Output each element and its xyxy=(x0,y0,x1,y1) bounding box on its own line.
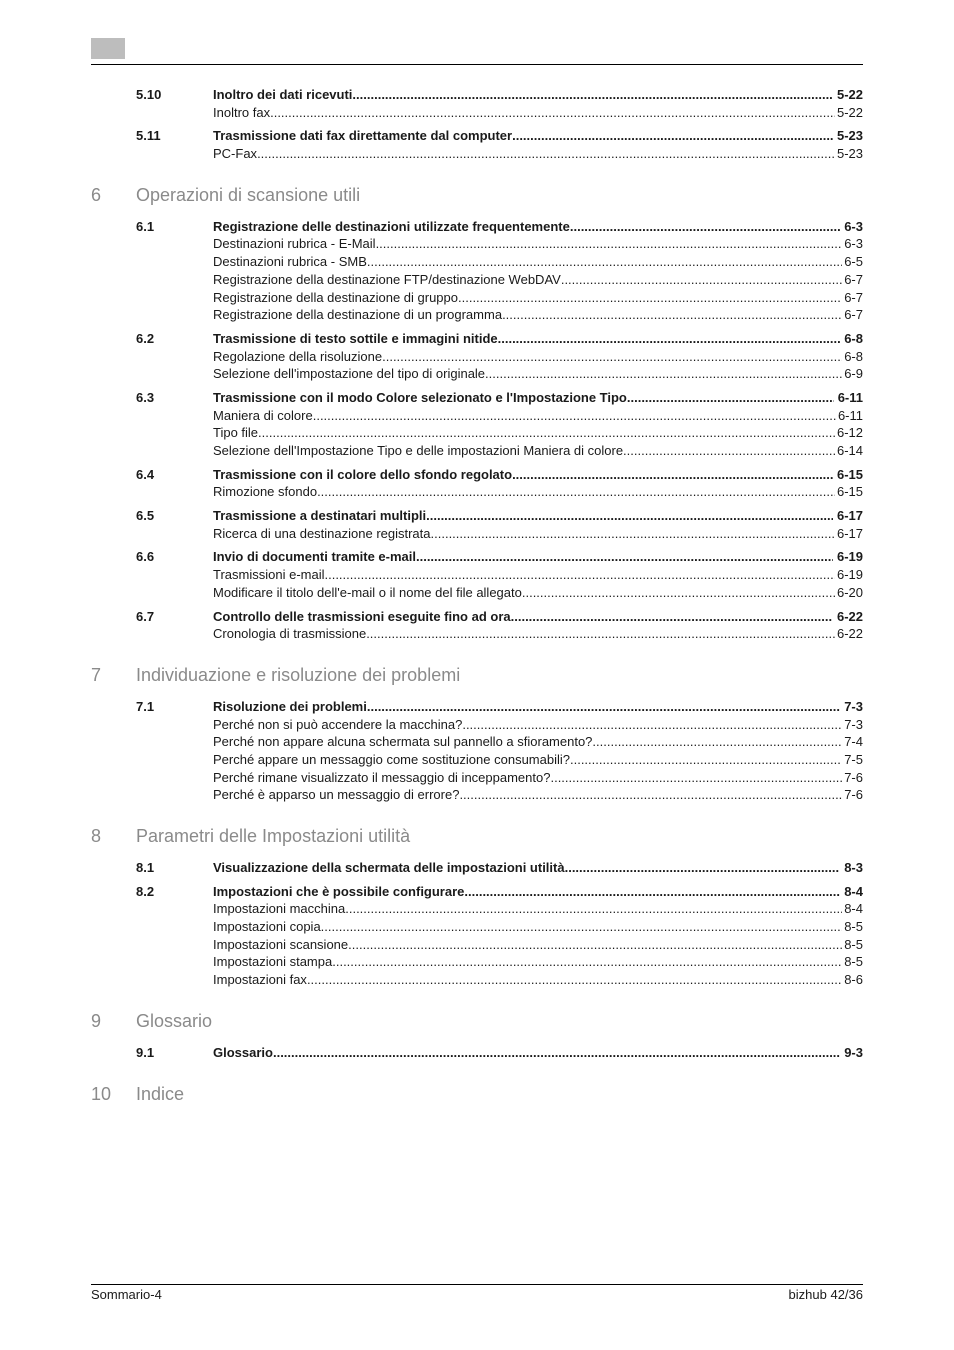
section-title: Glossario xyxy=(213,1044,273,1060)
section-number: 8.1 xyxy=(136,860,155,875)
section-line xyxy=(213,330,863,348)
footer-rule xyxy=(91,1284,863,1285)
item-title: Selezione dell'impostazione del tipo di originale xyxy=(213,366,486,382)
section-page: 6-15 xyxy=(836,466,863,482)
item-title: Perché rimane visualizzato il messaggio di inceppamento? xyxy=(213,769,551,785)
leader-dots xyxy=(352,86,833,104)
section-title: Controllo delle trasmissioni eseguite fino ad ora xyxy=(213,608,511,624)
item-line xyxy=(213,751,863,769)
chapter-title: Parametri delle Impostazioni utilità xyxy=(136,826,411,846)
toc-item-entry[interactable] xyxy=(91,525,863,543)
section-line xyxy=(213,218,863,236)
section-title: Risoluzione dei problemi xyxy=(213,698,367,714)
section-title: Trasmissione con il colore dello sfondo regolato xyxy=(213,466,513,482)
item-line xyxy=(213,786,863,804)
item-page: 6-19 xyxy=(836,567,863,583)
section-line xyxy=(213,859,863,877)
toc-item-entry[interactable] xyxy=(91,483,863,501)
section-page: 6-22 xyxy=(836,608,863,624)
section-number: 9.1 xyxy=(136,1044,155,1060)
item-line xyxy=(213,365,863,383)
item-page: 8-5 xyxy=(844,919,863,935)
chapter-heading xyxy=(91,821,863,851)
item-page: 8-5 xyxy=(844,954,863,970)
toc-section xyxy=(91,1044,863,1062)
section-page: 6-3 xyxy=(844,218,863,234)
chapter-title: Glossario xyxy=(136,1010,213,1031)
toc-section xyxy=(91,389,863,460)
leader-dots xyxy=(498,330,841,348)
toc-item-entry[interactable] xyxy=(91,365,863,383)
section-title: Invio di documenti tramite e-mail xyxy=(213,549,416,565)
item-page: 5-23 xyxy=(836,146,863,162)
leader-dots xyxy=(570,751,842,769)
toc-section xyxy=(91,548,863,601)
item-page: 7-4 xyxy=(844,734,863,750)
leader-dots xyxy=(426,507,833,525)
toc-item-entry[interactable] xyxy=(91,253,863,271)
leader-dots xyxy=(307,971,842,989)
leader-dots xyxy=(321,918,843,936)
item-line xyxy=(213,424,863,442)
item-line xyxy=(213,525,863,543)
item-line xyxy=(213,566,863,584)
item-line xyxy=(213,253,863,271)
section-page: 5-23 xyxy=(836,128,863,144)
toc-item-entry[interactable] xyxy=(91,289,863,307)
section-number: 6.5 xyxy=(136,508,155,524)
toc-item-entry[interactable] xyxy=(91,566,863,584)
item-title: Tipo file xyxy=(213,425,259,441)
item-page: 8-4 xyxy=(844,901,863,917)
item-page: 6-15 xyxy=(836,484,863,500)
item-title: Trasmissioni e-mail xyxy=(213,567,325,583)
section-page: 6-19 xyxy=(836,549,863,565)
item-line xyxy=(213,483,863,501)
toc-section-entry[interactable] xyxy=(91,608,863,626)
item-line xyxy=(213,625,863,643)
item-title: Inoltro fax xyxy=(213,104,271,120)
toc-section xyxy=(91,330,863,383)
toc-item-entry[interactable] xyxy=(91,424,863,442)
item-page: 6-5 xyxy=(844,254,863,270)
footer-page-label: Sommario-4 xyxy=(91,1287,162,1302)
chapter-number: 8 xyxy=(91,826,102,846)
item-line xyxy=(213,733,863,751)
item-title: Modificare il titolo dell'e-mail o il nome del file allegato xyxy=(213,584,522,600)
toc-item-entry[interactable] xyxy=(91,235,863,253)
chapter-number: 7 xyxy=(91,664,102,685)
item-page: 8-6 xyxy=(844,972,863,988)
section-number: 6.7 xyxy=(136,608,155,624)
toc-section xyxy=(91,859,863,877)
leader-dots xyxy=(332,953,842,971)
toc-item-entry[interactable] xyxy=(91,900,863,918)
toc-item-entry[interactable] xyxy=(91,786,863,804)
leader-dots xyxy=(462,716,842,734)
item-page: 7-3 xyxy=(844,716,863,732)
section-page: 6-17 xyxy=(836,508,863,524)
section-title: Trasmissione a destinatari multipli xyxy=(213,508,427,524)
toc-section-entry[interactable] xyxy=(91,86,863,104)
chapter-number: 9 xyxy=(91,1010,102,1031)
item-page: 6-7 xyxy=(844,271,863,287)
toc-item-entry[interactable] xyxy=(91,769,863,787)
section-number: 6.1 xyxy=(136,218,155,234)
toc-item-entry[interactable] xyxy=(91,716,863,734)
leader-dots xyxy=(273,1044,840,1062)
item-title: PC-Fax xyxy=(213,146,258,162)
toc-item-entry[interactable] xyxy=(91,271,863,289)
leader-dots xyxy=(317,483,835,501)
item-line xyxy=(213,584,863,602)
leader-dots xyxy=(565,859,841,877)
item-page: 7-6 xyxy=(844,769,863,785)
section-page: 6-8 xyxy=(844,330,863,346)
chapter-heading xyxy=(91,1079,863,1109)
toc-section-entry[interactable] xyxy=(91,698,863,716)
leader-dots xyxy=(313,407,836,425)
leader-dots xyxy=(502,306,842,324)
toc-section xyxy=(91,86,863,121)
toc-section-entry[interactable] xyxy=(91,127,863,145)
section-number: 6.3 xyxy=(136,389,155,405)
leader-dots xyxy=(382,348,842,366)
section-page: 8-3 xyxy=(844,860,863,875)
section-line xyxy=(213,466,863,484)
toc-item-entry[interactable] xyxy=(91,625,863,643)
toc-section xyxy=(91,698,863,804)
item-page: 6-11 xyxy=(837,407,863,423)
chapter-heading xyxy=(91,660,863,690)
header-marker xyxy=(91,38,125,59)
toc-item-entry[interactable] xyxy=(91,442,863,460)
leader-dots xyxy=(623,442,835,460)
item-title: Impostazioni macchina xyxy=(213,901,346,917)
section-title: Registrazione delle destinazioni utilizzate frequentemente xyxy=(213,218,570,234)
item-title: Impostazioni fax xyxy=(213,972,307,988)
chapter-heading xyxy=(91,180,863,210)
item-line xyxy=(213,442,863,460)
chapter-title: Individuazione e risoluzione dei problemi xyxy=(136,664,461,685)
item-page: 7-5 xyxy=(844,751,863,767)
item-title: Perché è apparso un messaggio di errore? xyxy=(213,787,460,803)
toc-item-entry[interactable] xyxy=(91,918,863,936)
toc-item-entry[interactable] xyxy=(91,348,863,366)
leader-dots xyxy=(627,389,834,407)
header-rule xyxy=(91,64,863,65)
toc-item-entry[interactable] xyxy=(91,971,863,989)
item-page: 6-9 xyxy=(844,366,863,382)
section-number: 7.1 xyxy=(136,698,155,714)
leader-dots xyxy=(257,145,835,163)
section-line xyxy=(213,389,863,407)
toc-section xyxy=(91,466,863,501)
section-line xyxy=(213,127,863,145)
item-title: Impostazioni scansione xyxy=(213,936,349,952)
leader-dots xyxy=(270,104,835,122)
toc-item-entry[interactable] xyxy=(91,584,863,602)
toc-item-entry[interactable] xyxy=(91,145,863,163)
leader-dots xyxy=(345,900,842,918)
toc-section-entry[interactable] xyxy=(91,218,863,236)
item-title: Perché non appare alcuna schermata sul pannello a sfioramento? xyxy=(213,734,593,750)
leader-dots xyxy=(522,584,835,602)
toc-item-entry[interactable] xyxy=(91,936,863,954)
item-page: 6-7 xyxy=(844,289,863,305)
item-title: Selezione dell'Impostazione Tipo e delle impostazioni Maniera di colore xyxy=(213,443,624,458)
item-title: Registrazione della destinazione di gruppo xyxy=(213,289,458,305)
toc-item-entry[interactable] xyxy=(91,407,863,425)
section-title: Trasmissione dati fax direttamente dal computer xyxy=(213,128,513,144)
toc-item-entry[interactable] xyxy=(91,751,863,769)
item-page: 6-14 xyxy=(836,443,863,458)
item-title: Regolazione della risoluzione xyxy=(213,348,383,364)
section-title: Trasmissione di testo sottile e immagini nitide xyxy=(213,330,498,346)
leader-dots xyxy=(570,218,840,236)
toc-section-entry[interactable] xyxy=(91,859,863,877)
item-line xyxy=(213,900,863,918)
item-title: Registrazione della destinazione FTP/destinazione WebDAV xyxy=(213,271,561,287)
leader-dots xyxy=(459,786,842,804)
leader-dots xyxy=(511,608,833,626)
section-number: 6.4 xyxy=(136,466,155,482)
item-page: 6-20 xyxy=(836,584,863,600)
leader-dots xyxy=(416,548,833,566)
item-page: 5-22 xyxy=(836,104,863,120)
section-line xyxy=(213,86,863,104)
section-line xyxy=(213,698,863,716)
footer-product-name: bizhub 42/36 xyxy=(788,1287,863,1302)
toc-section xyxy=(91,218,863,324)
item-page: 6-12 xyxy=(836,425,863,441)
item-line xyxy=(213,348,863,366)
leader-dots xyxy=(485,365,842,383)
section-line xyxy=(213,1044,863,1062)
item-line xyxy=(213,716,863,734)
section-page: 7-3 xyxy=(844,698,863,714)
item-page: 6-8 xyxy=(844,348,863,364)
toc-section-entry[interactable] xyxy=(91,883,863,901)
section-page: 5-22 xyxy=(836,87,863,102)
section-number: 5.10 xyxy=(136,87,162,102)
toc-section-entry[interactable] xyxy=(91,330,863,348)
leader-dots xyxy=(464,883,840,901)
chapter-title: Indice xyxy=(136,1083,185,1104)
leader-dots xyxy=(258,424,835,442)
item-page: 6-17 xyxy=(836,525,863,541)
leader-dots xyxy=(550,769,842,787)
section-line xyxy=(213,548,863,566)
item-title: Cronologia di trasmissione xyxy=(213,626,367,642)
leader-dots xyxy=(512,127,833,145)
item-line xyxy=(213,271,863,289)
toc-section-entry[interactable] xyxy=(91,507,863,525)
section-title: Trasmissione con il modo Colore selezionato e l'Impostazione Tipo xyxy=(213,389,627,405)
chapter-title: Operazioni di scansione utili xyxy=(136,184,361,205)
item-title: Registrazione della destinazione di un programma xyxy=(213,307,503,323)
leader-dots xyxy=(366,625,835,643)
section-number: 6.2 xyxy=(136,330,155,346)
toc-section-entry[interactable] xyxy=(91,466,863,484)
item-page: 6-3 xyxy=(844,236,863,252)
leader-dots xyxy=(348,936,842,954)
item-title: Perché appare un messaggio come sostituzione consumabili? xyxy=(213,751,570,767)
section-page: 8-4 xyxy=(844,883,863,899)
item-line xyxy=(213,971,863,989)
item-page: 7-6 xyxy=(844,787,863,803)
section-number: 8.2 xyxy=(136,883,155,899)
item-title: Perché non si può accendere la macchina? xyxy=(213,716,463,732)
item-page: 6-7 xyxy=(844,307,863,323)
section-line xyxy=(213,883,863,901)
section-title: Visualizzazione della schermata delle impostazioni utilità xyxy=(213,860,565,875)
toc-section xyxy=(91,507,863,542)
toc-item-entry[interactable] xyxy=(91,306,863,324)
chapter-number: 6 xyxy=(91,184,102,205)
toc-section-entry[interactable] xyxy=(91,1044,863,1062)
item-title: Impostazioni stampa xyxy=(213,954,333,970)
item-title: Maniera di colore xyxy=(213,407,313,423)
item-title: Rimozione sfondo xyxy=(213,484,318,500)
item-title: Ricerca di una destinazione registrata xyxy=(213,525,431,541)
toc-item-entry[interactable] xyxy=(91,733,863,751)
section-number: 5.11 xyxy=(136,128,161,144)
section-line xyxy=(213,608,863,626)
leader-dots xyxy=(376,235,843,253)
toc-section xyxy=(91,608,863,643)
leader-dots xyxy=(431,525,835,543)
section-page: 6-11 xyxy=(837,389,863,405)
item-line xyxy=(213,769,863,787)
item-line xyxy=(213,918,863,936)
toc-section xyxy=(91,883,863,989)
item-title: Destinazioni rubrica - E-Mail xyxy=(213,236,376,252)
item-line xyxy=(213,936,863,954)
toc-section-entry[interactable] xyxy=(91,389,863,407)
leader-dots xyxy=(367,698,840,716)
section-title: Inoltro dei dati ricevuti xyxy=(213,87,353,102)
item-line xyxy=(213,235,863,253)
leader-dots xyxy=(561,271,842,289)
section-title: Impostazioni che è possibile configurare xyxy=(213,883,465,899)
item-line xyxy=(213,953,863,971)
section-page: 9-3 xyxy=(844,1044,863,1060)
item-page: 6-22 xyxy=(836,626,863,642)
chapter-number: 10 xyxy=(91,1083,112,1104)
leader-dots xyxy=(592,733,842,751)
leader-dots xyxy=(324,566,834,584)
chapter-heading xyxy=(91,1006,863,1036)
item-line xyxy=(213,289,863,307)
item-page: 8-5 xyxy=(844,936,863,952)
leader-dots xyxy=(367,253,842,271)
leader-dots xyxy=(512,466,833,484)
section-number: 6.6 xyxy=(136,549,155,565)
toc-item-entry[interactable] xyxy=(91,104,863,122)
item-line xyxy=(213,104,863,122)
leader-dots xyxy=(458,289,842,307)
toc-section xyxy=(91,127,863,162)
item-title: Destinazioni rubrica - SMB xyxy=(213,254,367,270)
item-line xyxy=(213,407,863,425)
section-line xyxy=(213,507,863,525)
table-of-contents xyxy=(91,86,863,1117)
item-title: Impostazioni copia xyxy=(213,919,321,935)
item-line xyxy=(213,145,863,163)
item-line xyxy=(213,306,863,324)
toc-section-entry[interactable] xyxy=(91,548,863,566)
toc-item-entry[interactable] xyxy=(91,953,863,971)
